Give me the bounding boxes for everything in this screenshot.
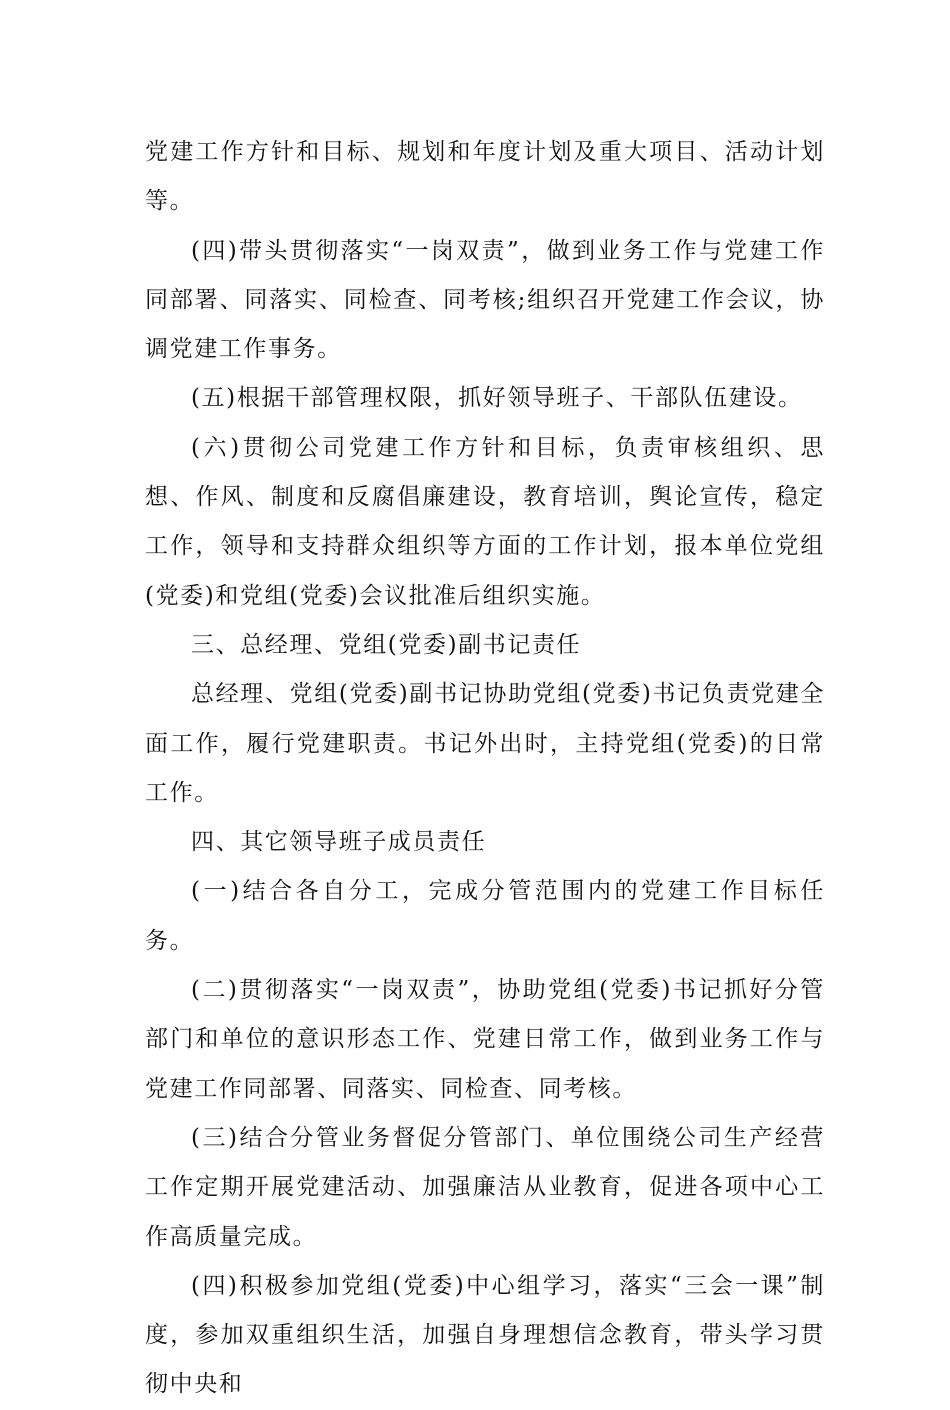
paragraph-item-4-one-post-two-duties: (四)带头贯彻落实“一岗双责”，做到业务工作与党建工作同部署、同落实、同检查、同考核;组织召开党建工作会议，协调党建工作事务。: [145, 237, 825, 363]
paragraph-other-item-4: (四)积极参加党组(党委)中心组学习，落实“三会一课”制度，参加双重组织生活，加强自身理想信念教育，带头学习贯彻中央和: [145, 1272, 825, 1398]
section-heading-3: 三、总经理、党组(党委)副书记责任: [191, 631, 582, 658]
paragraph-plan-continuation: 党建工作方针和目标、规划和年度计划及重大项目、活动计划等。: [145, 139, 825, 215]
paragraph-other-item-1: (一)结合各自分工，完成分管范围内的党建工作目标任务。: [145, 878, 825, 954]
paragraph-deputy-secretary-duties: 总经理、党组(党委)副书记协助党组(党委)书记负责党建全面工作，履行党建职责。书记外出时，主持党组(党委)的日常工作。: [145, 681, 825, 806]
section-heading-4: 四、其它领导班子成员责任: [191, 829, 487, 856]
paragraph-item-6-work-plan: (六)贯彻公司党建工作方针和目标，负责审核组织、思想、作风、制度和反腐倡廉建设，教育培训，舆论宣传，稳定工作，领导和支持群众组织等方面的工作计划，报本单位党组(党委)和党组(党委)会议批准后组织实施。: [145, 434, 825, 609]
paragraph-other-item-2: (二)贯彻落实“一岗双责”，协助党组(党委)书记抓好分管部门和单位的意识形态工作、党建日常工作，做到业务工作与党建工作同部署、同落实、同检查、同考核。: [145, 977, 825, 1102]
document-body: [145, 128, 825, 1410]
paragraph-other-item-3: (三)结合分管业务督促分管部门、单位围绕公司生产经营工作定期开展党建活动、加强廉洁从业教育，促进各项中心工作高质量完成。: [145, 1124, 825, 1250]
paragraph-item-5-cadre-management: (五)根据干部管理权限，抓好领导班子、干部队伍建设。: [191, 385, 803, 412]
